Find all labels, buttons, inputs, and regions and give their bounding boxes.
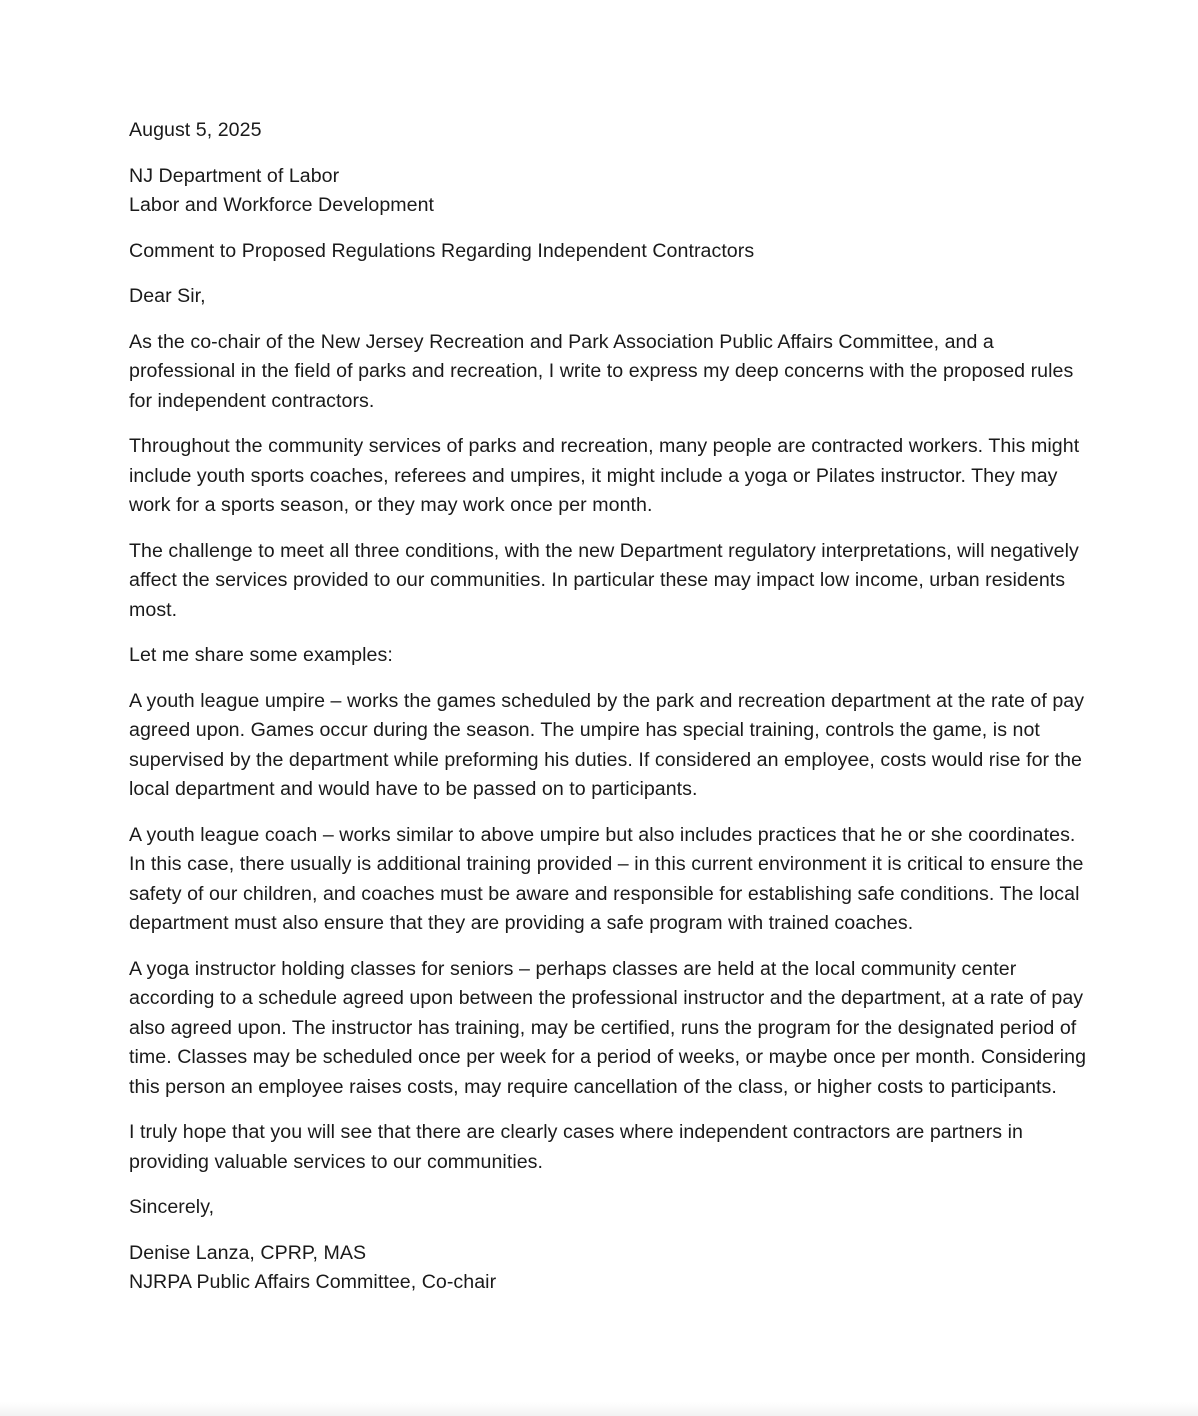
body-paragraph-yoga: A yoga instructor holding classes for seniors – perhaps classes are held at the local community center according to a schedule agreed upon between the professional instructor and the department, at a rate of pay also agreed upon. The instructor has training, may be certified, runs the program for the designated period of time. Classes may be scheduled once per week for a period of weeks, or maybe once per month. Considering this person an employee raises costs, may require cancellation of the class, or higher costs to participants.: [129, 957, 1087, 1098]
signature-title: NJRPA Public Affairs Committee, Co-chair: [129, 1271, 497, 1293]
recipient-line-2: Labor and Workforce Development: [129, 194, 435, 216]
recipient-block: [129, 162, 1089, 221]
body-paragraph-challenge: The challenge to meet all three conditions, with the new Department regulatory interpretations, will negatively affect the services provided to our communities. In particular these may impact low income, urban residents most.: [129, 539, 1079, 621]
letter-salutation: Dear Sir,: [129, 285, 206, 307]
body-paragraph-conclusion: I truly hope that you will see that there are clearly cases where independent contractors are partners in providing valuable services to our communities.: [129, 1121, 1023, 1173]
body-paragraph-examples-intro: Let me share some examples:: [129, 644, 393, 666]
body-paragraph-coach: A youth league coach – works similar to above umpire but also includes practices that he or she coordinates. In this case, there usually is additional training provided – in this current environment it is critical to ensure the safety of our children, and coaches must be aware and responsible for establishing safe conditions. The local department must also ensure that they are providing a safe program with trained coaches.: [129, 823, 1084, 934]
recipient-line-1: NJ Department of Labor: [129, 164, 340, 187]
letter-subject: Comment to Proposed Regulations Regarding Independent Contractors: [129, 239, 755, 262]
body-paragraph-umpire: A youth league umpire – works the games scheduled by the park and recreation department at the rate of pay agreed upon. Games occur during the season. The umpire has special training, controls the game, is not supervised by the department while preforming his duties. If considered an employee, costs would rise for the local department and would have to be passed on to participants.: [129, 689, 1085, 800]
body-paragraph-intro: As the co-chair of the New Jersey Recreation and Park Association Public Affairs Committee, and a professional in the field of parks and recreation, I write to express my deep concerns with the proposed rules for independent contractors.: [129, 330, 1074, 412]
signature-block: [129, 1239, 1089, 1298]
letter-closing: Sincerely,: [129, 1196, 215, 1218]
letter-body: [129, 116, 1089, 1314]
page-bottom-edge: [0, 1402, 1198, 1416]
signature-name: Denise Lanza, CPRP, MAS: [129, 1241, 367, 1264]
letter-date: August 5, 2025: [129, 119, 262, 141]
body-paragraph-contractors: Throughout the community services of parks and recreation, many people are contracted workers. This might include youth sports coaches, referees and umpires, it might include a yoga or Pilates instructor. They may work for a sports season, or they may work once per month.: [129, 435, 1080, 516]
